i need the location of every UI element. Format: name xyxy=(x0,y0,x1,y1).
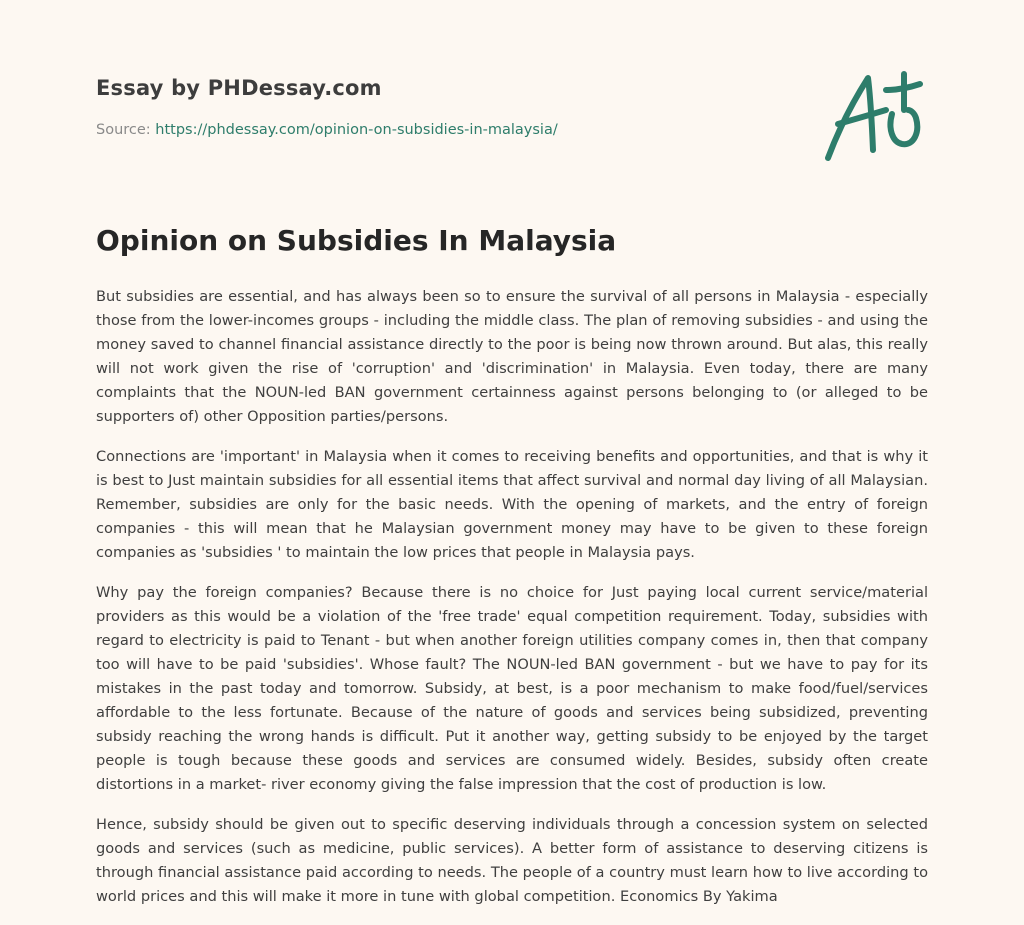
essay-paragraph: But subsidies are essential, and has always been so to ensure the survival of all persons in Malaysia - especially those from the lower-incomes groups - including the middle class. The plan of removing subsidies - and using the money saved to channel financial assistance directly to the poor is being now thrown around. But alas, this really will not work given the rise of 'corruption' and 'discrimination' in Malaysia. Even today, there are many complaints that the NOUN-led BAN government certainness against persons belonging to (or alleged to be supporters of) other Opposition parties/persons. xyxy=(96,288,928,425)
source-line xyxy=(96,122,796,138)
essay-body xyxy=(96,285,928,925)
essay-paragraph: Connections are 'important' in Malaysia when it comes to receiving benefits and opportunities, and that is why it is best to Just maintain subsidies for all essential items that affect survival and normal day living of all Malaysian. Remember, subsidies are only for the basic needs. With the opening of markets, and the entry of foreign companies - this will mean that he Malaysian government money may have to be given to these foreign companies as 'subsidies ' to maintain the low prices that people in Malaysia pays. xyxy=(96,448,928,561)
source-link[interactable]: https://phdessay.com/opinion-on-subsidies-in-malaysia/ xyxy=(155,122,558,138)
essay-paragraph: Hence, subsidy should be given out to specific deserving individuals through a concession system on selected goods and services (such as medicine, public services). A better form of assistance to deserving citizens is through financial assistance paid according to needs. The people of a country must learn how to live according to world prices and this will make it more in tune with global competition. Economics By Yakima xyxy=(96,816,928,905)
essay-title: Opinion on Subsidies In Malaysia xyxy=(96,224,617,257)
source-label: Source: xyxy=(96,122,156,138)
essay-header xyxy=(96,76,796,138)
a-plus-logo-icon xyxy=(818,66,930,166)
essay-paragraph: Why pay the foreign companies? Because there is no choice for Just paying local current service/material providers as this would be a violation of the 'free trade' equal competition requirement. Today, subsidies with regard to electricity is paid to Tenant - but when another foreign utilities company comes in, then that company too will have to be paid 'subsidies'. Whose fault? The NOUN-led BAN government - but we have to pay for its mistakes in the past today and tomorrow. Subsidy, at best, is a poor mechanism to make food/fuel/services affordable to the less fortunate. Because of the nature of goods and services being subsidized, preventing subsidy reaching the wrong hands is difficult. Put it another way, getting subsidy to be enjoyed by the target people is tough because these goods and services are consumed widely. Besides, subsidy often create distortions in a market- river economy giving the false impression that the cost of production is low. xyxy=(96,584,928,793)
site-brand: Essay by PHDessay.com xyxy=(96,76,382,100)
